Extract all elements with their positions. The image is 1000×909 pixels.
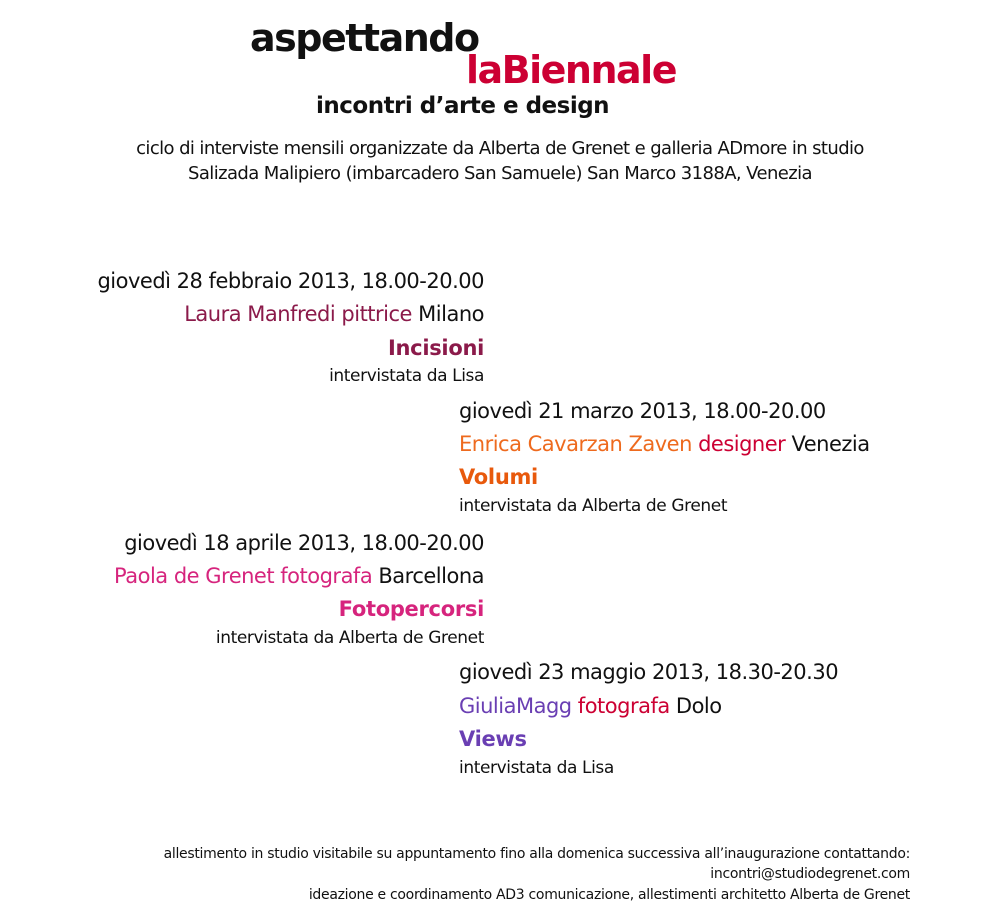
artist-city: Venezia xyxy=(791,432,870,456)
footer-line-3: ideazione e coordinamento AD3 comunicazione, allestimenti architetto Alberta de Grenet xyxy=(308,887,910,903)
event-date: giovedì 18 aprile 2013, 18.00-20.00 xyxy=(124,531,484,555)
title-part2: laBiennale xyxy=(466,48,676,92)
intro-line-2: Salizada Malipiero (imbarcadero San Samuele) San Marco 3188A, Venezia xyxy=(188,163,812,184)
artist-name: Paola de Grenet xyxy=(114,564,275,588)
artist-city: Milano xyxy=(418,302,484,326)
artist-name: GiuliaMagg xyxy=(459,694,572,718)
event-interviewer: intervistata da Alberta de Grenet xyxy=(215,628,484,648)
footer-line-1: allestimento in studio visitabile su appuntamento fino alla domenica successiva all’inaugurazione contattando: xyxy=(163,846,910,862)
intro-line-1: ciclo di interviste mensili organizzate da Alberta de Grenet e galleria ADmore in studio xyxy=(136,138,864,159)
artist-city: Dolo xyxy=(675,694,722,718)
event-artist xyxy=(459,429,870,459)
event-title: Incisioni xyxy=(388,336,484,360)
artist-role: pittrice xyxy=(341,302,412,326)
artist-role: designer xyxy=(698,432,786,456)
event-artist xyxy=(184,299,484,329)
event-title: Fotopercorsi xyxy=(338,597,484,621)
artist-role: fotografa xyxy=(280,564,373,588)
event-interviewer: intervistata da Lisa xyxy=(459,758,614,778)
artist-name: Enrica Cavarzan Zaven xyxy=(459,432,692,456)
event-date: giovedì 21 marzo 2013, 18.00-20.00 xyxy=(459,399,826,423)
event-date: giovedì 23 maggio 2013, 18.30-20.30 xyxy=(459,660,839,684)
title-part1: aspettando xyxy=(250,16,479,60)
event-title: Volumi xyxy=(459,465,538,489)
event-date: giovedì 28 febbraio 2013, 18.00-20.00 xyxy=(97,269,484,293)
event-artist xyxy=(459,691,722,721)
footer-email-link[interactable]: incontri@studiodegrenet.com xyxy=(710,866,910,882)
subtitle: incontri d’arte e design xyxy=(316,93,610,119)
event-title: Views xyxy=(459,727,527,751)
event-interviewer: intervistata da Alberta de Grenet xyxy=(459,496,728,516)
artist-city: Barcellona xyxy=(378,564,484,588)
artist-role: fotografa xyxy=(577,694,670,718)
artist-name: Laura Manfredi xyxy=(184,302,336,326)
event-artist xyxy=(114,561,484,591)
event-interviewer: intervistata da Lisa xyxy=(329,366,484,386)
